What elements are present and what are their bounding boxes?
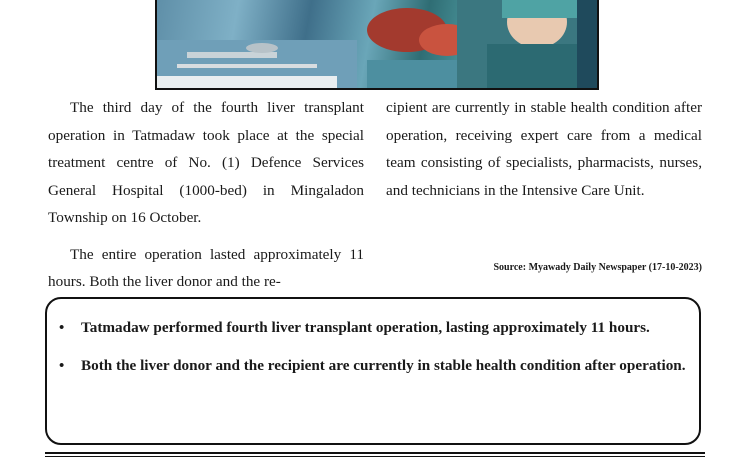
highlight-item	[59, 351, 687, 381]
bullet-icon: •	[59, 358, 65, 374]
article-left-column	[48, 94, 364, 296]
bullet-icon: •	[59, 320, 65, 336]
highlights-list	[59, 313, 687, 381]
surgery-photo	[155, 0, 599, 90]
article-paragraph: The third day of the fourth liver transplant operation in Tatmadaw took place at the special treatment centre of No. (1) Defence Services General Hospital (1000-bed) in Mingaladon Township on 16 October.	[48, 99, 364, 226]
article-paragraph: The entire operation lasted approximately 11 hours. Both the liver donor and the re-	[48, 245, 364, 290]
bottom-rule-thin	[45, 456, 705, 457]
bottom-rule	[45, 452, 705, 454]
surgery-photo-icon	[157, 0, 597, 88]
highlight-item	[59, 313, 687, 343]
article-paragraph: cipient are currently in stable health condition after operation, receiving expert care from a medical team consisting of specialists, pharmacists, nurses, and technicians in the Intensive Care Unit.	[386, 99, 702, 199]
highlight-text: Both the liver donor and the recipient are currently in stable health condition after operation.	[81, 357, 686, 374]
highlights-box	[45, 297, 701, 445]
source-citation: Source: Myawady Daily Newspaper (17-10-2023)	[493, 262, 702, 273]
highlight-text: Tatmadaw performed fourth liver transplant operation, lasting approximately 11 hours.	[81, 319, 650, 336]
article-right-column	[386, 94, 702, 204]
